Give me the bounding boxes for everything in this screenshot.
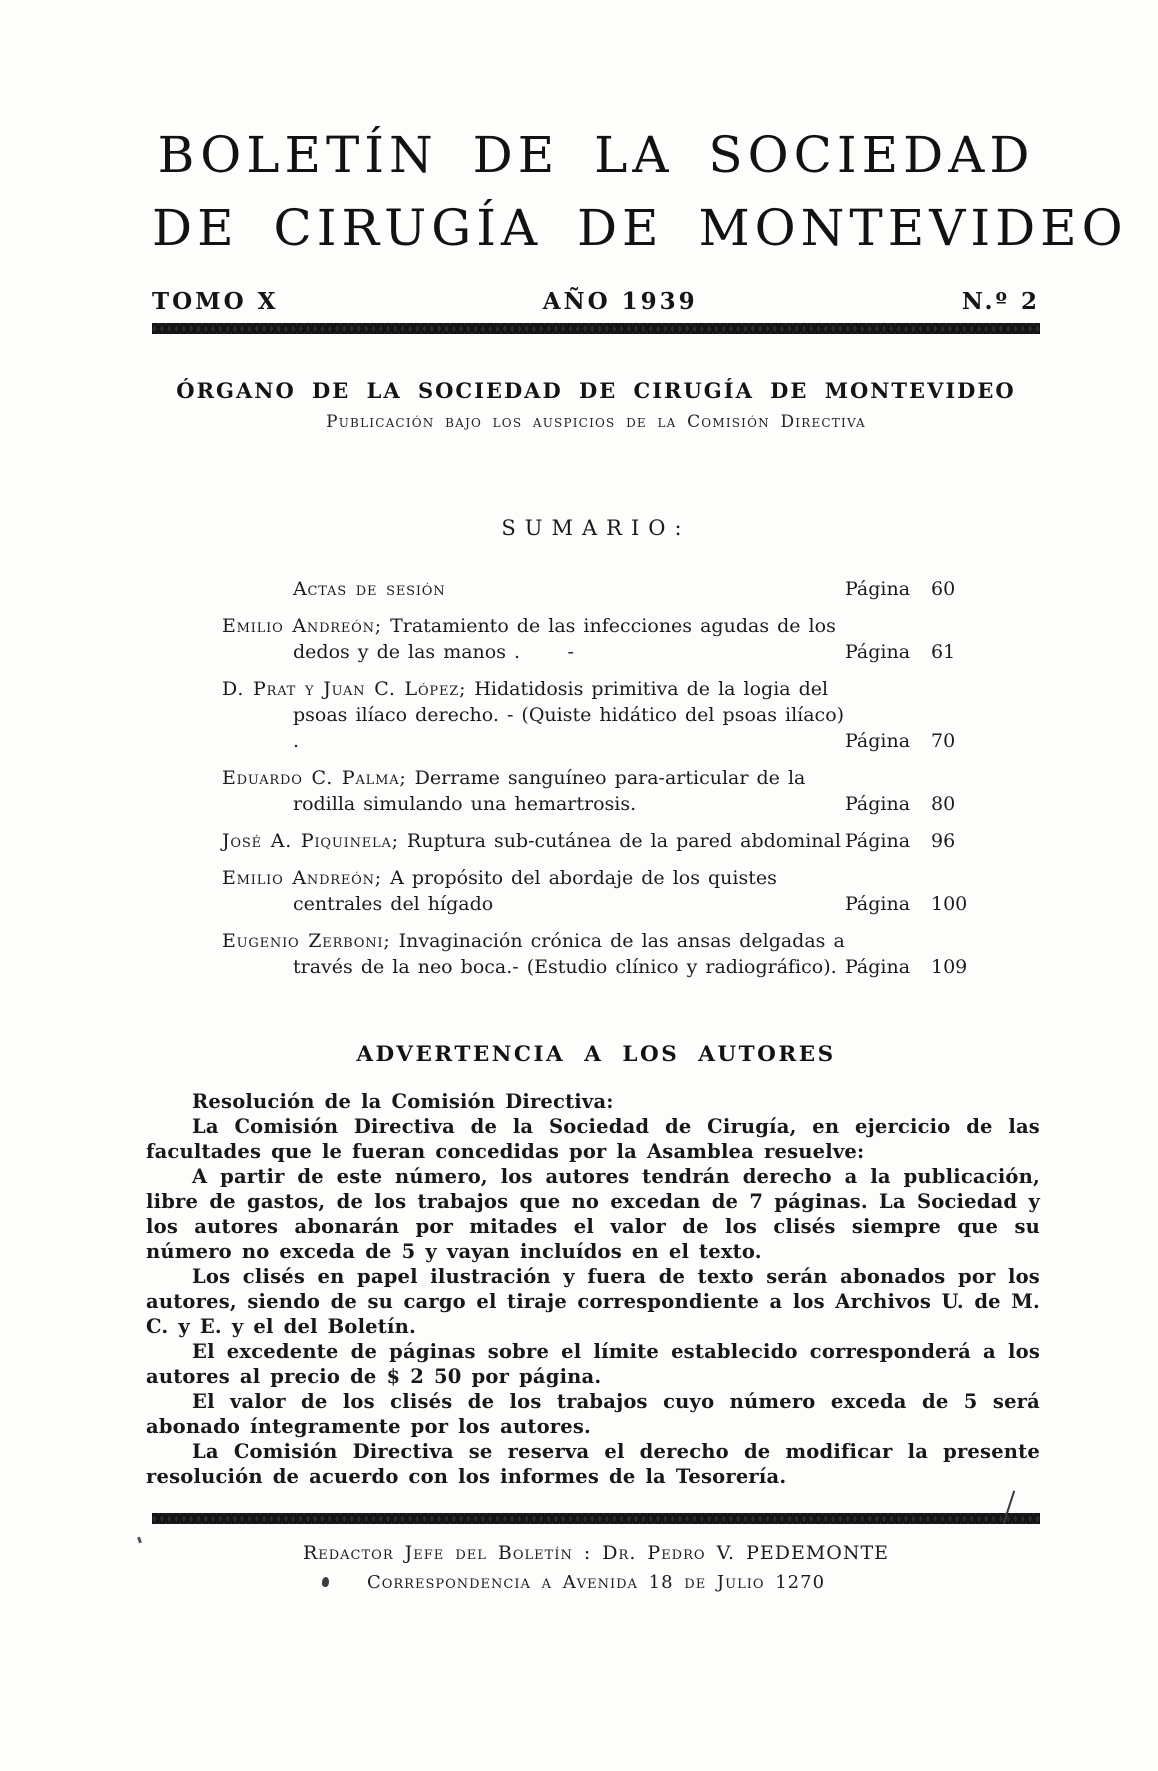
sumario-entry [222, 613, 975, 665]
journal-title-line1: BOLETÍN DE LA SOCIEDAD [157, 126, 1035, 184]
entry-author: D. Prat y Juan C. López; [222, 678, 467, 700]
advertencia-paragraph: La Comisión Directiva se reserva el derecho de modificar la presente resolución de acuerdo con los informes de la Tesorería. [146, 1440, 1040, 1488]
page-word: Página [845, 730, 911, 752]
page-number: 60 [931, 578, 956, 600]
sumario-entry [222, 828, 975, 854]
editor-line: Redactor Jefe del Boletín : Dr. Pedro V. PEDEMONTE [302, 1542, 890, 1564]
journal-title-line2: DE CIRUGÍA DE MONTEVIDEO [152, 199, 1128, 257]
entry-author: Eugenio Zerboni; [222, 930, 391, 952]
entry-title: Ruptura sub-cutánea de la pared abdominal [406, 830, 841, 852]
volume-row [152, 288, 1040, 315]
page-number: 100 [931, 893, 968, 915]
entry-page-ref [845, 639, 975, 665]
entry-title: Hidatidosis primitiva de la logia del psoas ilíaco derecho. - (Quiste hidático del psoas ilíaco) . [293, 678, 853, 752]
entry-author: Actas de sesión [293, 578, 446, 600]
advertencia-heading: ADVERTENCIA A LOS AUTORES [356, 1042, 836, 1067]
entry-title: A propósito del abordaje de los quistes centrales del hígado [293, 867, 785, 915]
year-label: AÑO 1939 [542, 288, 698, 315]
volume-label: TOMO X [152, 288, 279, 315]
page-word: Página [845, 893, 911, 915]
entry-text [222, 865, 845, 917]
entry-text [222, 613, 845, 665]
entry-title: Tratamiento de las infecciones agudas de los dedos y de las manos . - [293, 615, 844, 663]
sumario-entry [222, 865, 975, 917]
page-word: Página [845, 956, 911, 978]
braided-divider-bottom [152, 1513, 1040, 1524]
correspondence-line [152, 1572, 1040, 1593]
issue-label: N.º 2 [961, 288, 1040, 315]
entry-page-ref [845, 828, 975, 854]
page-number: 70 [931, 730, 956, 752]
page-number: 80 [931, 793, 956, 815]
correspondence-text: Correspondencia a Avenida 18 de Julio 1270 [366, 1572, 826, 1593]
entry-author: José A. Piquinela; [222, 830, 399, 852]
entry-author: Emilio Andreón; [222, 867, 383, 889]
entry-text [222, 828, 845, 854]
advertencia-paragraph: La Comisión Directiva de la Sociedad de Cirugía, en ejercicio de las facultades que le fueran concedidas por la Asamblea resuelve: [146, 1115, 1040, 1163]
advertencia-paragraph: A partir de este número, los autores tendrán derecho a la publicación, libre de gastos, de los trabajos que no excedan de 7 páginas. La Sociedad y los autores abonarán por mitades el valor de los clisés siempre que su número no exceda de 5 y vayan incluídos en el texto. [146, 1165, 1040, 1263]
page-number: 61 [931, 641, 956, 663]
page-footer [152, 1542, 1040, 1593]
entry-author: Eduardo C. Palma; [222, 767, 407, 789]
advertencia-paragraph: El valor de los clisés de los trabajos cuyo número exceda de 5 será abonado íntegramente por los autores. [146, 1390, 1040, 1438]
organo-section [152, 378, 1040, 432]
sumario-section [152, 516, 1040, 980]
sumario-entry [222, 928, 975, 980]
advertencia-paragraph: El excedente de páginas sobre el límite establecido corresponderá a los autores al precio de $ 2 50 por página. [146, 1340, 1040, 1388]
entry-page-ref [845, 954, 975, 980]
entry-title: Derrame sanguíneo para-articular de la rodilla simulando una hemartrosis. [293, 767, 814, 815]
sumario-heading: SUMARIO: [501, 516, 691, 540]
masthead [152, 126, 1128, 334]
sumario-entry [222, 676, 975, 754]
page-number: 109 [931, 956, 968, 978]
scan-speck [137, 1537, 142, 1544]
ink-dot-mark [321, 1577, 329, 1588]
organo-subtitle: Publicación bajo los auspicios de la Comisión Directiva [326, 412, 866, 432]
entry-page-ref [845, 576, 975, 602]
advertencia-paragraph: Resolución de la Comisión Directiva: [192, 1090, 614, 1113]
advertencia-section [146, 1042, 1040, 1489]
entry-page-ref [845, 891, 975, 917]
page-word: Página [845, 793, 911, 815]
entry-text [222, 576, 845, 602]
entry-text [222, 765, 845, 817]
entry-page-ref [845, 728, 975, 754]
braided-divider-top [152, 323, 1040, 334]
entry-title: Invaginación crónica de las ansas delgadas a través de la neo boca.- (Estudio clínico y radiográfico). [293, 930, 853, 978]
advertencia-paragraph: Los clisés en papel ilustración y fuera de texto serán abonados por los autores, siendo de su cargo el tiraje correspondiente a los Archivos U. de M. C. y E. y el del Boletín. [146, 1265, 1040, 1338]
entry-author: Emilio Andreón; [222, 615, 383, 637]
page-word: Página [845, 641, 911, 663]
entry-page-ref [845, 791, 975, 817]
entry-text [222, 676, 853, 754]
sumario-entry [222, 576, 975, 602]
page-word: Página [845, 830, 911, 852]
entry-text [222, 928, 853, 980]
page-number: 96 [931, 830, 956, 852]
sumario-entries [222, 576, 975, 980]
advertencia-body [146, 1089, 1040, 1489]
sumario-entry [222, 765, 975, 817]
page-word: Página [845, 578, 911, 600]
organo-title: ÓRGANO DE LA SOCIEDAD DE CIRUGÍA DE MONTEVIDEO [176, 378, 1016, 403]
